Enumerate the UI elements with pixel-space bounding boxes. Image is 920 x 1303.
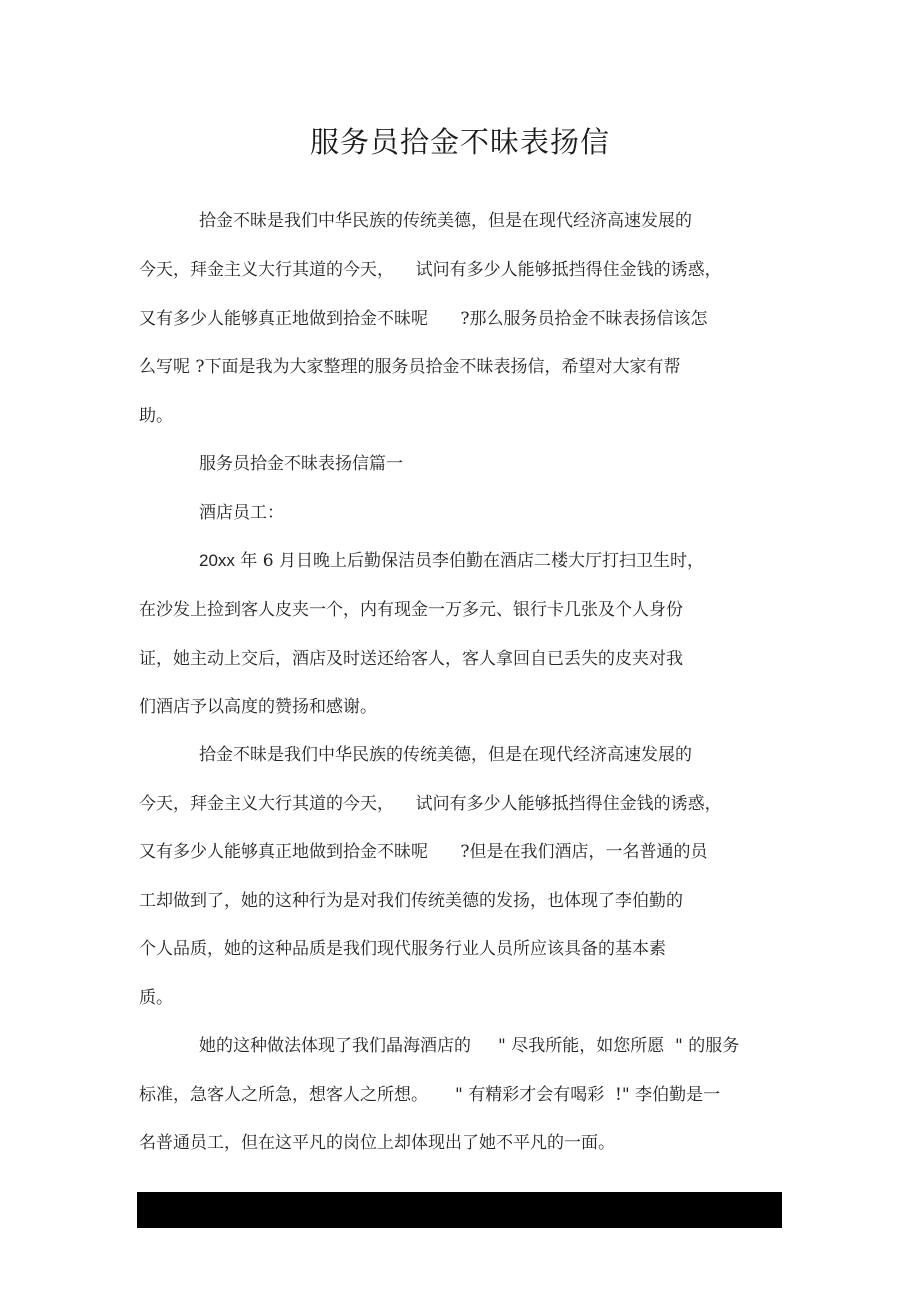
black-footer-bar — [137, 1192, 782, 1228]
para3-line-2: 标准，急客人之所急，想客人之所想。 " 有精彩才会有喝彩 !" 李伯勤是一 — [139, 1085, 721, 1105]
para1-line-1 — [199, 549, 704, 573]
intro-line-3: 又有多少人能够真正地做到拾金不昧呢 ?那么服务员拾金不昧表扬信该怎 — [139, 309, 708, 329]
para3-line-1: 她的这种做法体现了我们晶海酒店的 " 尽我所能，如您所愿 " 的服务 — [199, 1036, 740, 1056]
intro-line-4: 么写呢 ?下面是我为大家整理的服务员拾金不昧表扬信，希望对大家有帮 — [139, 357, 681, 377]
para1-line-3: 证，她主动上交后，酒店及时送还给客人，客人拿回自已丢失的皮夹对我 — [139, 649, 683, 669]
year-text: 20xx — [199, 551, 235, 570]
intro-line-5: 助。 — [139, 406, 173, 426]
para2-line-6: 质。 — [139, 988, 173, 1008]
intro-line-1: 拾金不昧是我们中华民族的传统美德，但是在现代经济高速发展的 — [199, 211, 692, 231]
para2-line-3: 又有多少人能够真正地做到拾金不昧呢 ?但是在我们酒店，一名普通的员 — [139, 842, 708, 862]
section-heading: 服务员拾金不昧表扬信篇一 — [199, 454, 403, 474]
para2-line-2: 今天，拜金主义大行其道的今天， 试问有多少人能够抵挡得住金钱的诱惑， — [139, 794, 722, 814]
para2-line-5: 个人品质，她的这种品质是我们现代服务行业人员所应该具备的基本素 — [139, 939, 666, 959]
para1-line-1-text: 年 6 月日晚上后勤保洁员李伯勤在酒店二楼大厅打扫卫生时， — [234, 551, 704, 571]
salutation: 酒店员工： — [199, 503, 284, 523]
para2-line-4: 工却做到了，她的这种行为是对我们传统美德的发扬，也体现了李伯勤的 — [139, 891, 683, 911]
para3-line-3: 名普通员工，但在这平凡的岗位上却体现出了她不平凡的一面。 — [139, 1133, 615, 1153]
para1-line-4: 们酒店予以高度的赞扬和感谢。 — [139, 697, 377, 717]
para1-line-2: 在沙发上捡到客人皮夹一个，内有现金一万多元、银行卡几张及个人身份 — [139, 600, 683, 620]
document-title: 服务员拾金不昧表扬信 — [309, 125, 610, 159]
intro-line-2: 今天，拜金主义大行其道的今天， 试问有多少人能够抵挡得住金钱的诱惑， — [139, 260, 722, 280]
para2-line-1: 拾金不昧是我们中华民族的传统美德，但是在现代经济高速发展的 — [199, 745, 692, 765]
